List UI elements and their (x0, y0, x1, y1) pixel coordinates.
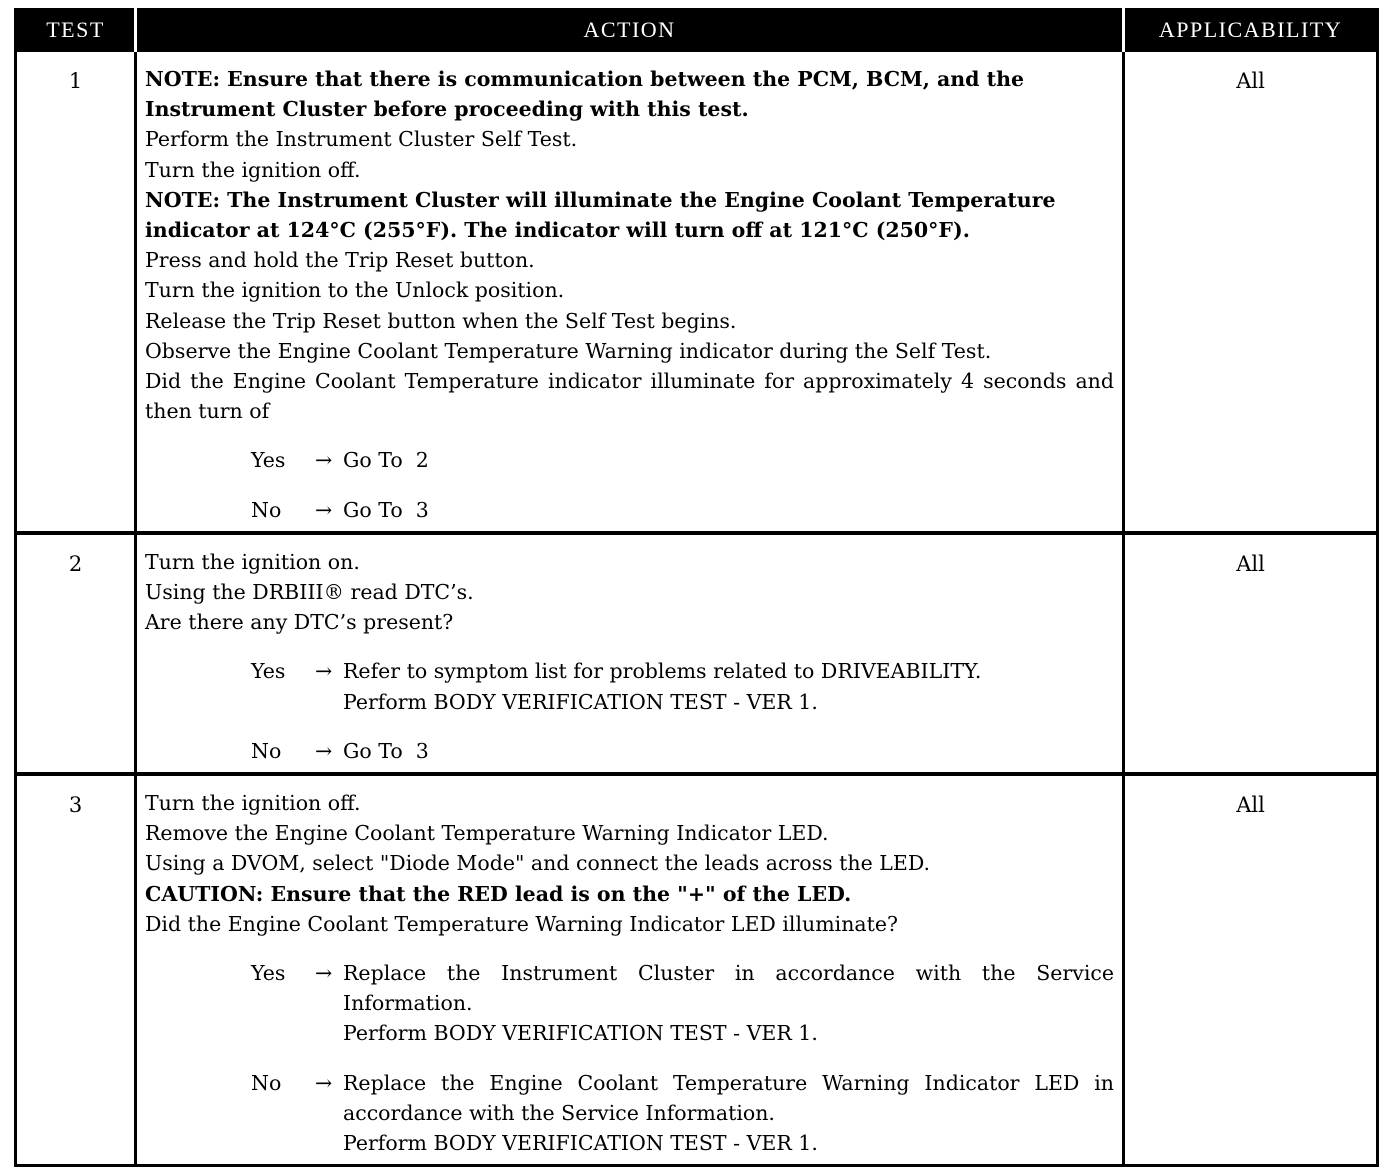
answer-label: No (251, 497, 282, 522)
result-text (343, 656, 1114, 716)
note-text: NOTE: The Instrument Cluster will illuminate the Engine Coolant Temperature indicator at 124°C (255°F). The indicator will turn off at 121°C (250°F). (145, 187, 1056, 243)
response-no (145, 1068, 1121, 1159)
arrow-icon: → (315, 738, 333, 763)
instruction-text: Using a DVOM, select "Diode Mode" and connect the leads across the LED. (145, 851, 931, 876)
result-line: Refer to symptom list for problems related to DRIVEABILITY. (343, 659, 982, 684)
indent (145, 445, 251, 475)
header-action: ACTION (136, 10, 1124, 51)
result-line: Perform BODY VERIFICATION TEST - VER 1. (343, 689, 818, 714)
instruction-text: Turn the ignition off. (145, 791, 361, 816)
result-text (343, 445, 1114, 475)
diagnostic-test-table (14, 8, 1379, 1167)
test-number: 3 (16, 774, 136, 1166)
applicability-value: All (1124, 51, 1378, 533)
arrow-icon: → (315, 659, 333, 684)
instruction-text: Perform the Instrument Cluster Self Test. (145, 127, 578, 152)
instruction-text: Observe the Engine Coolant Temperature Warning indicator during the Self Test. (145, 338, 992, 363)
response-no (145, 736, 1114, 766)
result-line: Replace the Engine Coolant Temperature Warning Indicator LED in accordance with the Service Information. (343, 1070, 1121, 1125)
note-text: CAUTION: Ensure that the RED lead is on the "+" of the LED. (145, 881, 852, 906)
result-line: Go To 3 (343, 738, 429, 763)
instruction-text: Turn the ignition on. (145, 549, 360, 574)
table-row (16, 774, 1378, 1166)
arrow-icon: → (315, 961, 333, 986)
test-number: 1 (16, 51, 136, 533)
indent (145, 656, 251, 716)
result-text (343, 495, 1114, 525)
response-yes (145, 656, 1114, 716)
answer-label: Yes (251, 659, 286, 684)
indent (145, 958, 251, 1049)
action-cell (136, 774, 1124, 1166)
indent (145, 1068, 251, 1159)
result-line: Perform BODY VERIFICATION TEST - VER 1. (343, 1131, 818, 1156)
applicability-value: All (1124, 774, 1378, 1166)
result-text (343, 958, 1121, 1049)
result-line: Replace the Instrument Cluster in accordance with the Service Information. (343, 961, 1121, 1016)
arrow-icon: → (315, 1070, 333, 1095)
header-row (16, 10, 1378, 51)
instruction-text: Turn the ignition off. (145, 157, 361, 182)
applicability-value: All (1124, 533, 1378, 774)
response-no (145, 495, 1114, 525)
instruction-text: Release the Trip Reset button when the Self Test begins. (145, 308, 737, 333)
action-cell (136, 51, 1124, 533)
instruction-text: Did the Engine Coolant Temperature Warning Indicator LED illuminate? (145, 911, 899, 936)
indent (145, 495, 251, 525)
result-text (343, 736, 1114, 766)
response-yes (145, 958, 1121, 1049)
answer-label: Yes (251, 961, 286, 986)
header-test: TEST (16, 10, 136, 51)
arrow-icon: → (315, 497, 333, 522)
result-line: Go To 2 (343, 448, 429, 473)
instruction-text: Press and hold the Trip Reset button. (145, 248, 535, 273)
result-line: Perform BODY VERIFICATION TEST - VER 1. (343, 1021, 818, 1046)
answer-label: No (251, 1070, 282, 1095)
instruction-text: Are there any DTC’s present? (145, 610, 454, 635)
result-text (343, 1068, 1121, 1159)
instruction-text: Remove the Engine Coolant Temperature Warning Indicator LED. (145, 821, 829, 846)
table-row (16, 533, 1378, 774)
instruction-text: Using the DRBIII® read DTC’s. (145, 580, 474, 605)
result-line: Go To 3 (343, 497, 429, 522)
answer-label: Yes (251, 448, 286, 473)
indent (145, 736, 251, 766)
header-applicability: APPLICABILITY (1124, 10, 1378, 51)
test-number: 2 (16, 533, 136, 774)
note-text: NOTE: Ensure that there is communication between the PCM, BCM, and the Instrument Cluster before proceeding with this test. (145, 67, 1025, 122)
arrow-icon: → (315, 448, 333, 473)
table-row (16, 51, 1378, 533)
instruction-text: Did the Engine Coolant Temperature indicator illuminate for approximately 4 seconds and then turn of (145, 369, 1114, 424)
action-cell (136, 533, 1124, 774)
answer-label: No (251, 738, 282, 763)
response-yes (145, 445, 1114, 475)
instruction-text: Turn the ignition to the Unlock position. (145, 278, 565, 303)
